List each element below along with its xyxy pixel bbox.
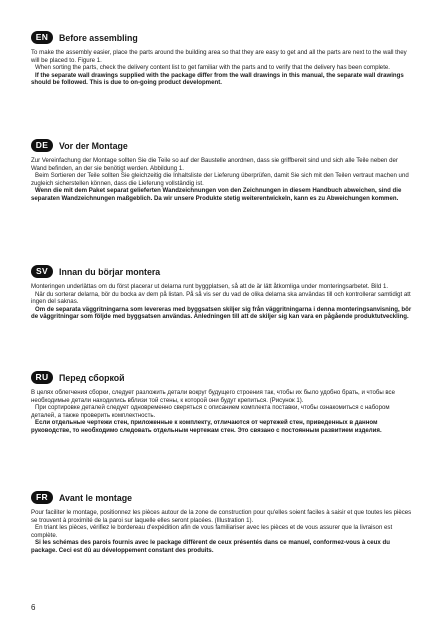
language-badge-ru: RU <box>31 371 53 384</box>
page-number: 6 <box>31 603 36 612</box>
section-sv <box>31 264 415 321</box>
section-title: Before assembling <box>59 32 138 43</box>
section-ru <box>31 370 415 435</box>
paragraph-3-note: Si les schémas des parois fournis avec le package diffèrent de ceux présentés dans ce manuel, conformez-vous à ceux du package. Ceci est dû au développement constant des produits. <box>31 539 390 554</box>
paragraph-1: To make the assembly easier, place the parts around the building area so that they are easy to get and all the parts are next to the wall they will be placed to. Figure 1. <box>31 49 407 64</box>
paragraph-2: En triant les pièces, vérifiez le bordereau d'expédition afin de vous familiariser avec les pièces et de vous assurer que la livraison est complète. <box>31 524 393 539</box>
paragraph-2: При сортировке деталей следует одновременно сверяться с описанием комплекта поставки, чтобы ознакомиться с набором деталей, а также проверить комплектность. <box>31 404 390 419</box>
paragraph-1: Pour faciliter le montage, positionnez les pièces autour de la zone de construction pour qu'elles soient faciles à saisir et que toutes les pièces se trouvent à proximité de la paroi sur laquelle elles seront placées. (Illustration 1). <box>31 509 412 524</box>
section-title: Vor der Montage <box>59 140 128 151</box>
language-badge-en: EN <box>31 31 53 44</box>
paragraph-3-note: If the separate wall drawings supplied with the package differ from the wall drawings in this manual, the separate wall drawings should be followed. This is due to on-going product development. <box>31 71 404 87</box>
section-title: Avant le montage <box>59 492 132 503</box>
paragraph-3-note: Если отдельные чертежи стен, приложенные к комплекту, отличаются от чертежей стен, приведенных в данном руководстве, то необходимо следовать отдельным чертежам стен. Это связано с постоянным развитием изделия. <box>31 419 382 434</box>
section-heading <box>31 490 415 505</box>
paragraph-3-note: Wenn die mit dem Paket separat gelieferten Wandzeichnungen von den Zeichnungen in diesem Handbuch abweichen, sind die separaten Wandzeichnungen maßgeblich. Da wir unsere Produkte stetig weiterentwickeln, kann es zu Abweichungen kommen. <box>31 187 402 202</box>
section-en <box>31 30 415 87</box>
paragraph-1: Zur Vereinfachung der Montage sollten Sie die Teile so auf der Baustelle anordnen, dass sie griffbereit sind und sich alle Teile neben der Wand befinden, an der sie benötigt werden. Abbildung 1. <box>31 157 398 172</box>
language-badge-sv: SV <box>31 265 53 278</box>
section-de <box>31 138 415 203</box>
section-title: Innan du börjar montera <box>59 266 161 277</box>
language-badge-fr: FR <box>31 491 53 504</box>
section-title: Перед сборкой <box>59 372 125 383</box>
section-heading <box>31 30 415 45</box>
section-fr <box>31 490 415 555</box>
section-heading <box>31 264 415 279</box>
section-heading <box>31 138 415 153</box>
paragraph-2: Beim Sortieren der Teile sollten Sie gleichzeitig die Inhaltsliste der Lieferung überprüfen, damit Sie sich mit den Teilen vertraut machen und zugleich sicherstellen können, dass die Lieferung vollständig ist. <box>31 172 409 187</box>
paragraph-2: When sorting the parts, check the delivery content list to get familiar with the parts and to verify that the delivery has been complete. <box>35 64 390 72</box>
paragraph-3-note: Om de separata väggritningarna som levereras med byggsatsen skiljer sig från väggritningarna i denna monteringsanvisning, bör de väggritningar som följde med byggsatsen användas. Anledningen till att de skiljer sig kan vara en pågående produktutveckling. <box>31 305 412 321</box>
paragraph-1: В целях облегчения сборки, следует разложить детали вокруг будущего строения так, чтобы их было удобно брать, и чтобы все необходимые детали находились вблизи той стены, к которой они будут крепиться. (Рисунок 1). <box>31 389 395 404</box>
section-heading <box>31 370 415 385</box>
paragraph-2: När du sorterar delarna, bör du bocka av dem på listan. På så vis ser du vad de olika delarna ska användas till och kontrollerar samtidigt att ingen del saknas. <box>31 290 411 306</box>
paragraph-1: Monteringen underlättas om du först placerar ut delarna runt byggplatsen, så att de är lätt åtkomliga under monteringsarbetet. Bild 1. <box>31 283 389 290</box>
language-badge-de: DE <box>31 139 53 152</box>
